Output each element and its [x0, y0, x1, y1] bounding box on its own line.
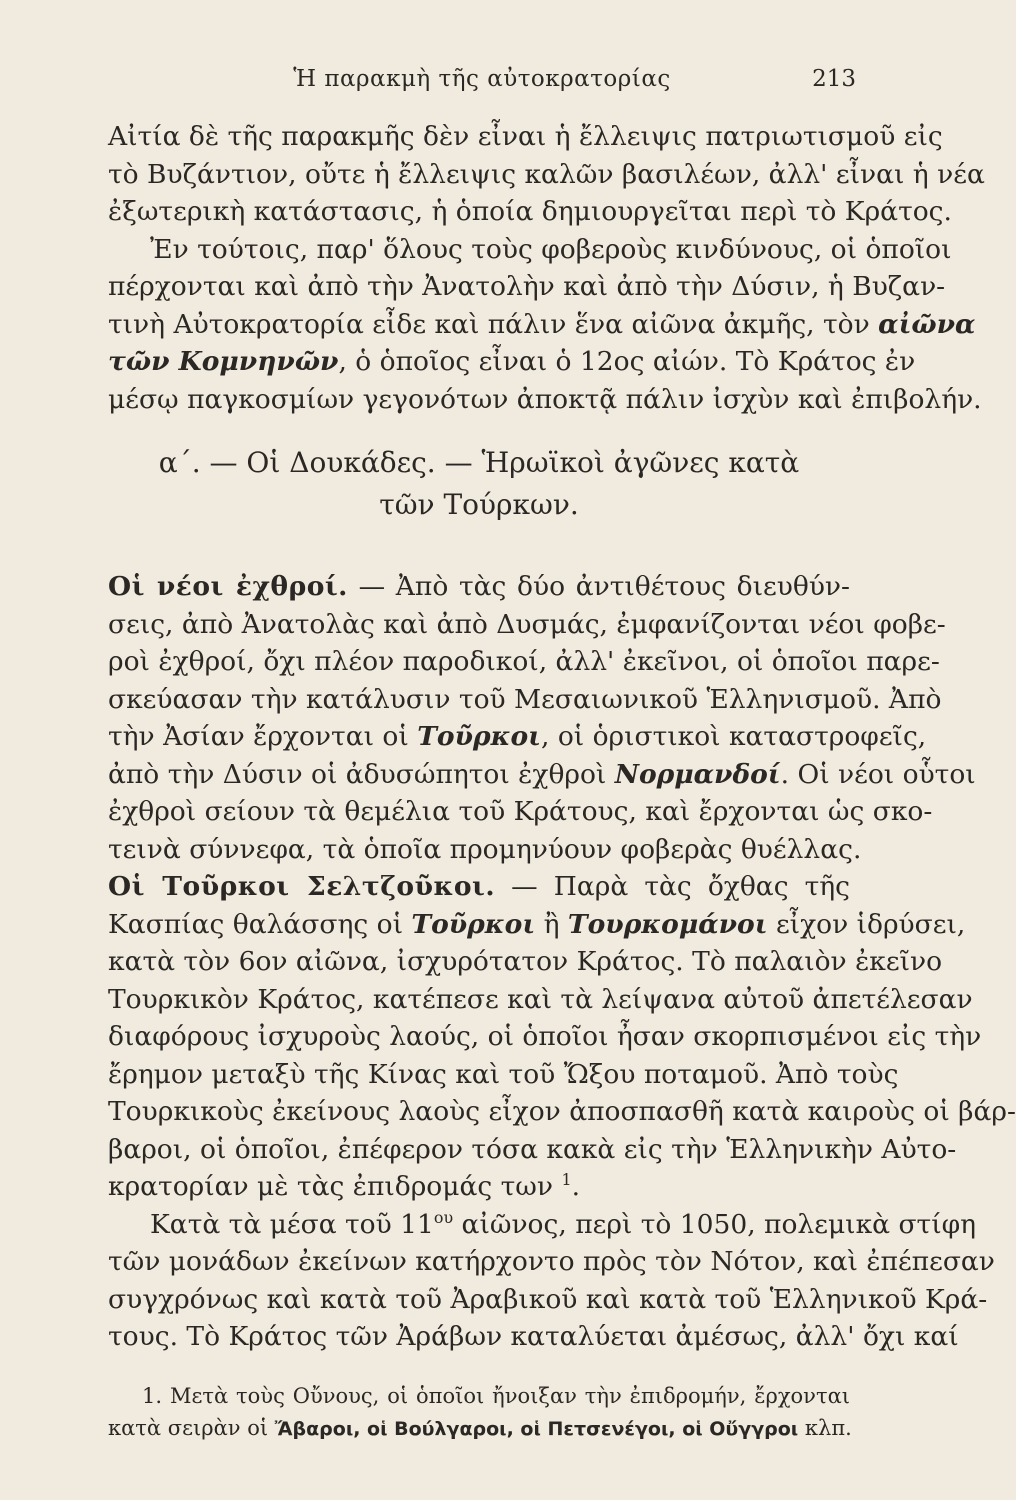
section-heading-line-1: α΄. — Οἱ Δουκάδες. — Ἡρωϊκοὶ ἀγῶνες κατὰ [158, 446, 800, 479]
p4-line-9-text: κρατορίαν μὲ τὰς ἐπιδρομάς των [108, 1171, 554, 1202]
p3-line-5 [108, 718, 927, 756]
emph-komninon: τῶν Κομνηνῶν [108, 346, 339, 377]
p3-line-6-c: . Οἱ νέοι οὗτοι [780, 758, 976, 790]
p3-line-7: ἐχθροὶ σείουν τὰ θεμέλια τοῦ Κράτους, καὶ ἔρχονται ὡς σκο- [108, 796, 933, 827]
p4-line-1-text: — Παρὰ τὰς ὄχθας τῆς [495, 871, 851, 902]
p4-line-2-c: ἢ [535, 908, 568, 940]
p3-line-5-c: , οἱ ὁριστικοὶ καταστροφεῖς, [540, 721, 927, 752]
lead-new-enemies: Οἱ νέοι ἐχθροί. [108, 571, 348, 602]
p5-line-2: τῶν μονάδων ἐκείνων κατήρχοντο πρὸς τὸν Νότον, καὶ ἐπέπεσαν [108, 1246, 995, 1277]
p4-line-5: διαφόρους ἰσχυροὺς λαούς, οἱ ὁποῖοι ἦσαν σκορπισμένοι εἰς τὴν [108, 1021, 982, 1052]
p4-line-9-end: . [571, 1171, 581, 1202]
p1-line-2: τὸ Βυζάντιον, οὔτε ἡ ἔλλειψις καλῶν βασιλέων, ἀλλ' εἶναι ἡ νέα [108, 158, 985, 190]
p3-line-6 [108, 756, 976, 794]
footnote-peoples: Ἄβαροι, οἱ Βούλγαροι, οἱ Πετσενέγοι, οἱ Οὔγγροι [274, 1418, 799, 1440]
footnote [108, 1380, 850, 1445]
p2-line-4 [108, 343, 916, 381]
p4-line-6: ἔρημον μεταξὺ τῆς Κίνας καὶ τοῦ Ὤξου ποταμοῦ. Ἀπὸ τοὺς [108, 1058, 899, 1090]
p3-line-3: ροὶ ἐχθροί, ὄχι πλέον παροδικοί, ἀλλ' ἐκεῖνοι, οἱ ὁποῖοι παρε- [108, 646, 940, 677]
p4-line-4: Τουρκικὸν Κράτος, κατέπεσε καὶ τὰ λείψανα αὐτοῦ ἀπετέλεσαν [108, 983, 973, 1015]
p4-line-2-a: Κασπίας θαλάσσης οἱ [108, 908, 412, 940]
p5-superscript: ου [433, 1207, 454, 1227]
p4-line-2 [108, 906, 966, 944]
section-heading-line-2: τῶν Τούρκων. [379, 488, 579, 521]
footnote-line-2-c: κλπ. [798, 1416, 852, 1440]
p5-line-1-a: Κατὰ τὰ μέσα τοῦ 11 [150, 1208, 434, 1240]
emph-normandoi: Νορμανδοί [614, 758, 781, 790]
body-text-2 [108, 568, 1016, 1356]
p5-line-1 [108, 1206, 977, 1244]
emph-tourkoi-2: Τοῦρκοι [411, 908, 536, 940]
p5-line-4: τους. Τὸ Κράτος τῶν Ἀράβων καταλύεται ἀμέσως, ἀλλ' ὄχι καί [108, 1321, 959, 1352]
footnote-line-2 [108, 1412, 850, 1445]
p4-line-3: κατὰ τὸν 6ον αἰῶνα, ἰσχυρότατον Κράτος. Τὸ παλαιὸν ἐκεῖνο [108, 946, 943, 977]
section-heading [108, 442, 850, 526]
p2-line-5: μέσῳ παγκοσμίων γεγονότων ἀποκτᾷ πάλιν ἰσχὺν καὶ ἐπιβολήν. [108, 383, 982, 415]
running-title: Ἡ παρακμὴ τῆς αὐτοκρατορίας [293, 66, 671, 92]
p2-line-3-text: τινὴ Αὐτοκρατορία εἶδε καὶ πάλιν ἕνα αἰῶνα ἀκμῆς, τὸν [108, 308, 870, 340]
p5-line-3: συγχρόνως καὶ κατὰ τοῦ Ἀραβικοῦ καὶ κατὰ τοῦ Ἑλληνικοῦ Κρά- [108, 1283, 988, 1315]
p2-line-3 [108, 306, 976, 344]
p2-line-1: Ἐν τούτοις, παρ' ὅλους τοὺς φοβεροὺς κινδύνους, οἱ ὁποῖοι [150, 233, 952, 265]
p3-line-1 [108, 568, 850, 606]
page-header [108, 66, 856, 106]
p3-line-2: σεις, ἀπὸ Ἀνατολὰς καὶ ἀπὸ Δυσμάς, ἐμφανίζονται νέοι φοβε- [108, 608, 946, 640]
p4-line-2-e: εἶχον ἱδρύσει, [767, 908, 966, 940]
p3-line-4: σκεύασαν τὴν κατάλυσιν τοῦ Μεσαιωνικοῦ Ἑλληνισμοῦ. Ἀπὸ [108, 683, 942, 715]
p5-line-1-b: αἰῶνος, περὶ τὸ 1050, πολεμικὰ στίφη [453, 1208, 977, 1240]
p3-line-1-text: — Ἀπὸ τὰς δύο ἀντιθέτους διευθύν- [347, 571, 850, 602]
emph-tourkoi: Τοῦρκοι [417, 721, 541, 752]
p1-line-3: ἐξωτερικὴ κατάστασις, ἡ ὁποία δημιουργεῖται περὶ τὸ Κράτος. [108, 196, 952, 227]
body-text [108, 118, 985, 418]
p4-line-1 [108, 868, 850, 906]
p4-line-8: βαροι, οἱ ὁποῖοι, ἐπέφερον τόσα κακὰ εἰς τὴν Ἑλληνικὴν Αὐτο- [108, 1133, 957, 1165]
footnote-line-2-a: κατὰ σειρὰν οἱ [108, 1416, 275, 1440]
footnote-line-1: 1. Μετὰ τοὺς Οὔνους, οἱ ὁποῖοι ἤνοιξαν τὴν ἐπιδρομήν, ἔρχονται [142, 1384, 850, 1408]
page-number: 213 [812, 66, 856, 92]
lead-seljuks: Οἱ Τοῦρκοι Σελτζοῦκοι. [108, 871, 496, 902]
p1-line-1: Αἰτία δὲ τῆς παρακμῆς δὲν εἶναι ἡ ἔλλειψις πατριωτισμοῦ εἰς [108, 121, 943, 152]
p3-line-5-a: τὴν Ἀσίαν ἔρχονται οἱ [108, 721, 418, 752]
p4-line-9 [108, 1168, 850, 1206]
p4-line-7: Τουρκικοὺς ἐκείνους λαοὺς εἶχον ἀποσπασθῆ κατὰ καιροὺς οἱ βάρ- [108, 1096, 1016, 1127]
emph-tourkomanoi: Τουρκομάνοι [567, 908, 768, 940]
p3-line-8: τεινὰ σύννεφα, τὰ ὁποῖα προμηνύουν φοβερὰς θυέλλας. [108, 833, 862, 865]
p2-line-2: πέρχονται καὶ ἀπὸ τὴν Ἀνατολὴν καὶ ἀπὸ τὴν Δύσιν, ἡ Βυζαν- [108, 271, 946, 302]
p2-line-4-text: , ὁ ὁποῖος εἶναι ὁ 12ος αἰών. Τὸ Κράτος ἐν [338, 346, 916, 377]
emph-aiona: αἰῶνα [878, 308, 976, 340]
footnote-ref: 1 [561, 1170, 572, 1190]
p3-line-6-a: ἀπὸ τὴν Δύσιν οἱ ἀδυσώπητοι ἐχθροὶ [108, 758, 615, 790]
